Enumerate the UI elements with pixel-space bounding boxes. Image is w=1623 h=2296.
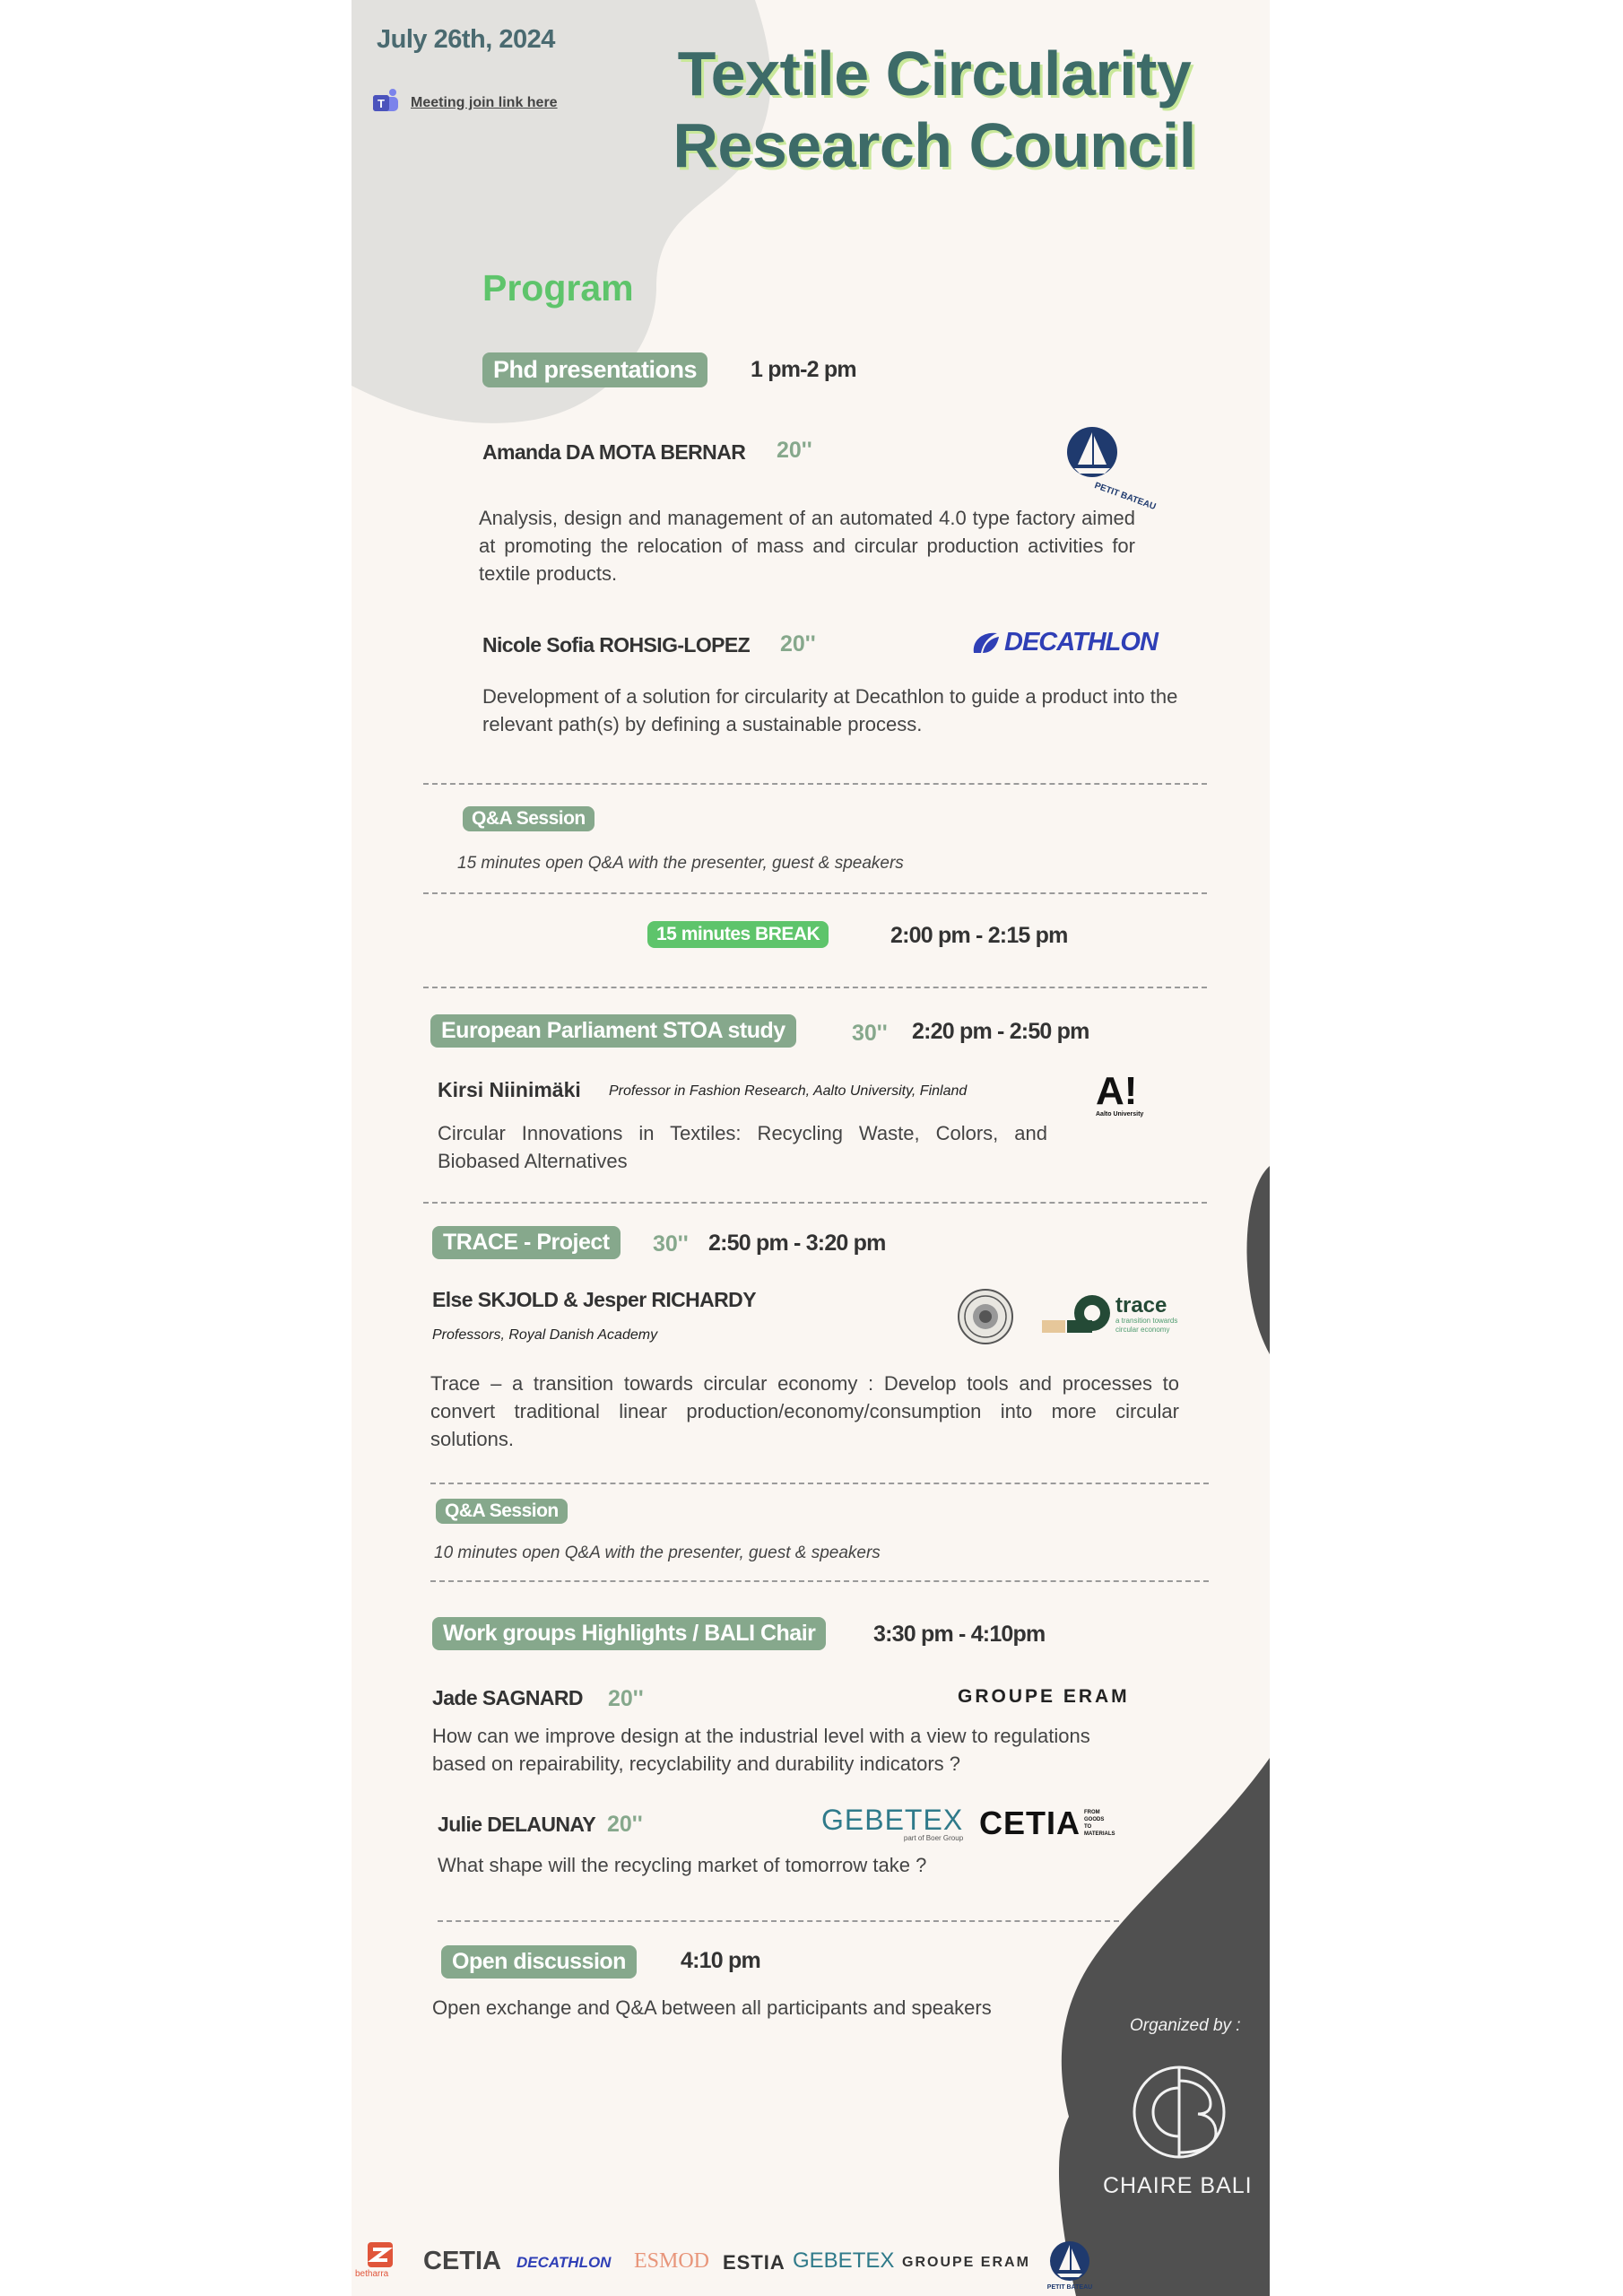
cetia-subtitle: FROM GOODS TO MATERIALS [1084, 1810, 1115, 1837]
stoa-description: Circular Innovations in Textiles: Recycling Waste, Colors, and Biobased Alternatives [438, 1122, 1047, 1172]
phd-section-label: Phd presentations [482, 352, 707, 387]
footer-estia-logo: ESTIA [723, 2251, 785, 2274]
footer-petit-bateau-text: PETIT BATEAU [1046, 2284, 1093, 2291]
stoa-duration: 30'' [852, 1021, 888, 1046]
gebetex-logo [821, 1805, 963, 1842]
poster [352, 0, 1270, 2296]
gebetex-subtitle: part of Boer Group [903, 1834, 964, 1842]
divider [423, 783, 1207, 785]
speaker-amanda: Amanda DA MOTA BERNAR [482, 440, 746, 464]
trace-logo-mark [1040, 1290, 1114, 1336]
trace-logo [1040, 1290, 1177, 1336]
speaker-nicole: Nicole Sofia ROHSIG-LOPEZ [482, 633, 751, 657]
aalto-logo [1096, 1069, 1144, 1118]
decathlon-icon [970, 630, 1001, 657]
trace-wordmark: trace [1115, 1293, 1167, 1318]
stoa-label: European Parliament STOA study [430, 1014, 796, 1048]
duration-amanda: 20'' [777, 438, 812, 463]
divider [423, 987, 1207, 988]
title-line-1: Textile Circularity [677, 39, 1192, 109]
title-line-2: Research Council [673, 110, 1196, 180]
jade-description: How can we improve design at the industrial level with a view to regulations based on repairability, recyclability and durability indicators ? [432, 1725, 1090, 1775]
speaker-else-jesper: Else SKJOLD & Jesper RICHARDY [432, 1288, 756, 1311]
groupe-eram-logo: GROUPE ERAM [958, 1686, 1130, 1707]
meeting-link-text[interactable]: Meeting join link here [411, 95, 558, 110]
aalto-mark: A! [1096, 1069, 1138, 1113]
footer-groupe-eram-logo: GROUPE ERAM [902, 2255, 1030, 2270]
trace-duration: 30'' [653, 1231, 689, 1257]
description-amanda: Analysis, design and management of an automated 4.0 type factory aimed at promoting the relocation of mass and circular production activities for textile products. [479, 507, 1135, 585]
qa2-text: 10 minutes open Q&A with the presenter, guest & speakers [434, 1544, 881, 1562]
speaker-jade: Jade SAGNARD [432, 1686, 583, 1709]
betharra-text: betharra [355, 2269, 389, 2279]
stoa-time: 2:20 pm - 2:50 pm [912, 1019, 1089, 1044]
svg-text:T: T [378, 97, 385, 110]
open-discussion-time: 4:10 pm [681, 1948, 760, 1973]
decathlon-wordmark: DECATHLON [1004, 628, 1158, 657]
petit-bateau-text: PETIT BATEAU [1092, 481, 1158, 513]
qa1-label: Q&A Session [463, 806, 595, 831]
aalto-subtitle: Aalto University [1096, 1111, 1144, 1118]
cetia-wordmark: CETIA [979, 1805, 1081, 1841]
trace-role: Professors, Royal Danish Academy [432, 1327, 658, 1343]
organized-by-label: Organized by : [1130, 2016, 1241, 2035]
divider [423, 892, 1207, 894]
divider [438, 1920, 1119, 1922]
duration-julie: 20'' [607, 1812, 643, 1837]
decathlon-logo [970, 628, 1158, 657]
cetia-logo [979, 1805, 1113, 1842]
betharra-icon [362, 2240, 398, 2269]
trace-description: Trace – a transition towards circular economy : Develop tools and processes to convert traditional linear production/economy/consumption into more circular solutions. [430, 1372, 1179, 1450]
event-date: July 26th, 2024 [377, 25, 555, 54]
open-discussion-description: Open exchange and Q&A between all participants and speakers [432, 1996, 992, 2019]
qa1-text: 15 minutes open Q&A with the presenter, guest & speakers [457, 854, 904, 873]
workgroups-time: 3:30 pm - 4:10pm [873, 1622, 1046, 1647]
trace-tagline-2: circular economy [1115, 1326, 1170, 1334]
speaker-kirsi: Kirsi Niinimäki [438, 1078, 581, 1101]
trace-tagline-1: a transition towards [1115, 1317, 1178, 1325]
divider [430, 1580, 1209, 1582]
footer-gebetex-logo: GEBETEX [793, 2248, 895, 2273]
workgroups-label: Work groups Highlights / BALI Chair [432, 1617, 826, 1650]
trace-label: TRACE - Project [432, 1226, 621, 1259]
kirsi-role: Professor in Fashion Research, Aalto University, Finland [609, 1083, 968, 1099]
break-label: 15 minutes BREAK [647, 921, 829, 948]
dark-blob-right-small [1247, 1166, 1271, 1354]
duration-jade: 20'' [608, 1686, 644, 1711]
royal-danish-academy-seal [957, 1288, 1014, 1345]
description-nicole: Development of a solution for circularity at Decathlon to guide a product into the relevant path(s) by defining a sustainable process. [482, 685, 1178, 735]
break-time: 2:00 pm - 2:15 pm [890, 923, 1068, 948]
chaire-bali-logo-mark [1130, 2063, 1228, 2161]
program-heading: Program [482, 267, 634, 309]
gebetex-wordmark: GEBETEX [821, 1804, 964, 1836]
julie-description: What shape will the recycling market of tomorrow take ? [438, 1854, 927, 1876]
qa2-label: Q&A Session [436, 1499, 568, 1524]
page-title [612, 38, 1257, 181]
teams-icon [371, 88, 402, 118]
petit-bateau-logo [1060, 420, 1158, 513]
footer-decathlon-logo: DECATHLON [516, 2254, 612, 2271]
duration-nicole: 20'' [780, 631, 816, 657]
chaire-bali-name: CHAIRE BALI [1103, 2173, 1253, 2198]
trace-time: 2:50 pm - 3:20 pm [708, 1231, 886, 1256]
footer-petit-bateau-logo [1046, 2238, 1097, 2292]
speaker-julie: Julie DELAUNAY [438, 1813, 596, 1836]
teams-meeting-link[interactable] [371, 88, 558, 118]
phd-time: 1 pm-2 pm [751, 357, 856, 382]
footer-cetia-logo: CETIA [423, 2247, 501, 2275]
open-discussion-label: Open discussion [441, 1945, 637, 1979]
divider [423, 1202, 1207, 1204]
footer-esmod-logo: ESMOD [634, 2249, 710, 2273]
divider [430, 1483, 1209, 1484]
